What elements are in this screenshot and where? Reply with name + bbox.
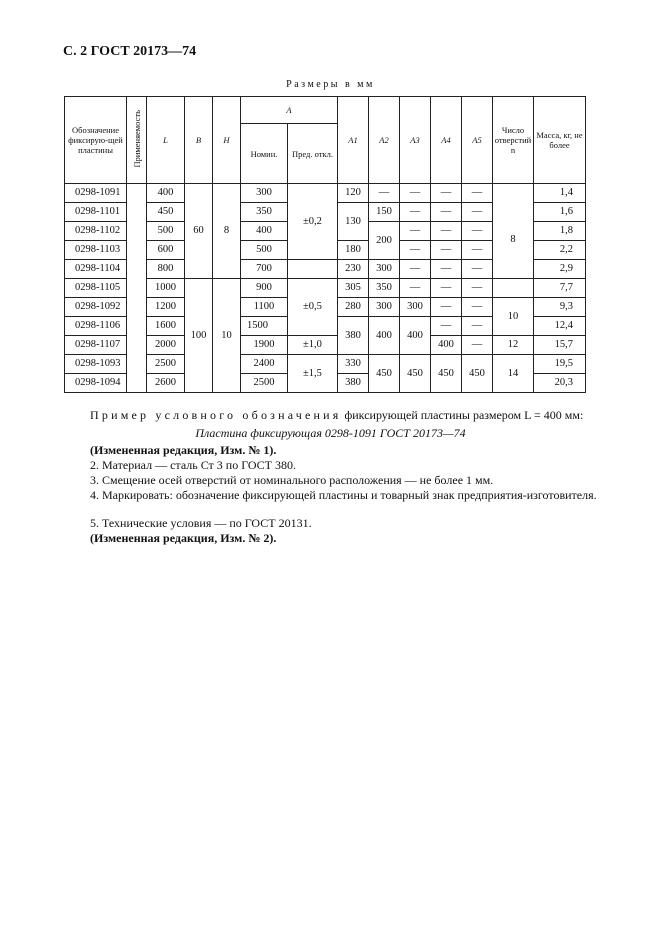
table-cell: 150 (369, 203, 400, 222)
table-cell: 0298-1094 (65, 374, 127, 393)
table-cell: 10 (493, 298, 534, 336)
table-cell: 2,9 (534, 260, 586, 279)
col-A5-header: A5 (462, 97, 493, 184)
table-cell: 1,4 (534, 184, 586, 203)
col-applicability-header: Применяемость (127, 97, 147, 184)
table-cell: 500 (241, 241, 288, 260)
table-cell: — (369, 184, 400, 203)
table-cell: 400 (369, 317, 400, 355)
table-cell: — (462, 241, 493, 260)
col-A1-header: A1 (338, 97, 369, 184)
table-cell: 0298-1103 (65, 241, 127, 260)
table-cell: 2500 (241, 374, 288, 393)
table-cell: 10 (213, 279, 241, 393)
table-cell: 130 (338, 203, 369, 241)
table-cell: 0298-1104 (65, 260, 127, 279)
table-cell: 230 (338, 260, 369, 279)
table-cell: 2000 (147, 336, 185, 355)
edit-note-2: (Измененная редакция, Изм. № 2). (90, 531, 277, 545)
table-cell: — (462, 298, 493, 317)
col-L-header: L (147, 97, 185, 184)
table-cell: 1100 (241, 298, 288, 317)
col-mass-header: Масса, кг, не более (534, 97, 586, 184)
table-cell (493, 184, 534, 203)
table-cell: 450 (147, 203, 185, 222)
col-designation-header: Обозначение фиксирую-щей пластины (65, 97, 127, 184)
page-header: С. 2 ГОСТ 20173—74 (63, 44, 197, 59)
table-cell: — (462, 184, 493, 203)
table-cell: 180 (338, 241, 369, 260)
table-cell: 300 (369, 298, 400, 317)
table-cell: 450 (400, 355, 431, 393)
col-A2-header: A2 (369, 97, 400, 184)
table-cell: 0298-1105 (65, 279, 127, 298)
note-offset: 3. Смещение осей отверстий от номинального расположения — не более 1 мм. (90, 473, 494, 487)
table-cell: — (431, 222, 462, 241)
table-cell: — (462, 336, 493, 355)
note-material: 2. Материал — сталь Ст 3 по ГОСТ 380. (90, 458, 297, 472)
table-cell: 0298-1093 (65, 355, 127, 374)
example-line (90, 408, 583, 422)
table-cell (493, 279, 534, 298)
example-designation: Пластина фиксирующая 0298-1091 ГОСТ 20173—74 (195, 426, 466, 440)
table-cell: 330 (338, 355, 369, 374)
table-cell: 380 (338, 317, 369, 355)
col-A-tol-header: Пред. откл. (288, 124, 338, 184)
table-cell: 380 (338, 374, 369, 393)
table-cell: 200 (369, 222, 400, 260)
table-cell: 20,3 (534, 374, 586, 393)
table-cell: 450 (369, 355, 400, 393)
table-cell: 19,5 (534, 355, 586, 374)
table-cell: 1,8 (534, 222, 586, 241)
table-cell (127, 184, 147, 393)
table-cell: 0298-1107 (65, 336, 127, 355)
table-cell: 400 (400, 317, 431, 355)
table-cell: — (400, 279, 431, 298)
table-cell: — (400, 184, 431, 203)
col-B-header: B (185, 97, 213, 184)
table-cell: 305 (338, 279, 369, 298)
table-cell: 450 (462, 355, 493, 393)
table-cell: 450 (431, 355, 462, 393)
table-cell: 100 (185, 279, 213, 393)
col-H-header: H (213, 97, 241, 184)
table-cell: 350 (369, 279, 400, 298)
table-cell: 0298-1102 (65, 222, 127, 241)
table-cell: 0298-1106 (65, 317, 127, 336)
table-cell: — (431, 279, 462, 298)
table-cell: 400 (147, 184, 185, 203)
table-cell: 500 (147, 222, 185, 241)
example-prefix: Пример условного обозначения (90, 408, 342, 422)
table-cell: — (431, 317, 462, 336)
table-cell: 2400 (241, 355, 288, 374)
table-cell: 900 (241, 279, 288, 298)
table-cell: 1600 (147, 317, 185, 336)
table-cell: — (462, 279, 493, 298)
table-cell: ±0,5 (288, 279, 338, 336)
table-cell: 1500 (241, 317, 288, 336)
units-caption: Размеры в мм (286, 79, 375, 90)
table-cell: 2600 (147, 374, 185, 393)
table-cell: 400 (431, 336, 462, 355)
table-cell: 14 (493, 355, 534, 393)
table-cell: 0298-1092 (65, 298, 127, 317)
note-marking: 4. Маркировать: обозначение фиксирующей пластины и товарный знак предприятия-изготовителя. (90, 488, 597, 502)
table-cell: — (400, 203, 431, 222)
col-holes-header: Число отверстий n (493, 97, 534, 184)
table-cell: 400 (241, 222, 288, 241)
table-cell: — (431, 260, 462, 279)
table-cell: — (431, 184, 462, 203)
table-cell: — (462, 317, 493, 336)
table-cell: ±0,2 (288, 184, 338, 260)
table-cell: 280 (338, 298, 369, 317)
table-cell: 1,6 (534, 203, 586, 222)
table-cell: — (431, 203, 462, 222)
dimensions-table (64, 96, 586, 393)
note-specs: 5. Технические условия — по ГОСТ 20131. (90, 516, 312, 530)
col-A4-header: A4 (431, 97, 462, 184)
col-A3-header: A3 (400, 97, 431, 184)
table-cell: 15,7 (534, 336, 586, 355)
col-A-header: A (241, 97, 338, 124)
table-cell: 800 (147, 260, 185, 279)
table-cell: 1000 (147, 279, 185, 298)
table-cell: 8 (493, 203, 534, 279)
table-cell: ±1,0 (288, 336, 338, 355)
table-cell: 600 (147, 241, 185, 260)
table-cell: 12 (493, 336, 534, 355)
table-cell: 8 (213, 184, 241, 279)
table-cell: — (462, 222, 493, 241)
table-cell: 350 (241, 203, 288, 222)
table-cell: 120 (338, 184, 369, 203)
table-cell: 60 (185, 184, 213, 279)
edit-note-1: (Измененная редакция, Изм. № 1). (90, 443, 277, 457)
table-cell: 2,2 (534, 241, 586, 260)
table-cell: 300 (400, 298, 431, 317)
table-cell: 7,7 (534, 279, 586, 298)
table-cell: — (431, 241, 462, 260)
table-cell: 9,3 (534, 298, 586, 317)
table-cell: — (400, 260, 431, 279)
table-cell (288, 260, 338, 279)
table-cell: 1200 (147, 298, 185, 317)
table-cell: 300 (369, 260, 400, 279)
example-text: фиксирующей пластины размером L = 400 мм: (344, 408, 584, 422)
col-A-nom-header: Номин. (241, 124, 288, 184)
table-cell: 0298-1101 (65, 203, 127, 222)
table-cell: — (400, 241, 431, 260)
table-cell: 1900 (241, 336, 288, 355)
table-cell: ±1,5 (288, 355, 338, 393)
table-cell: — (400, 222, 431, 241)
table-cell: 0298-1091 (65, 184, 127, 203)
table-cell: 12,4 (534, 317, 586, 336)
table-cell: — (431, 298, 462, 317)
table-cell: 700 (241, 260, 288, 279)
table-cell: 2500 (147, 355, 185, 374)
table-cell: 300 (241, 184, 288, 203)
table-cell: — (462, 260, 493, 279)
table-cell: — (462, 203, 493, 222)
